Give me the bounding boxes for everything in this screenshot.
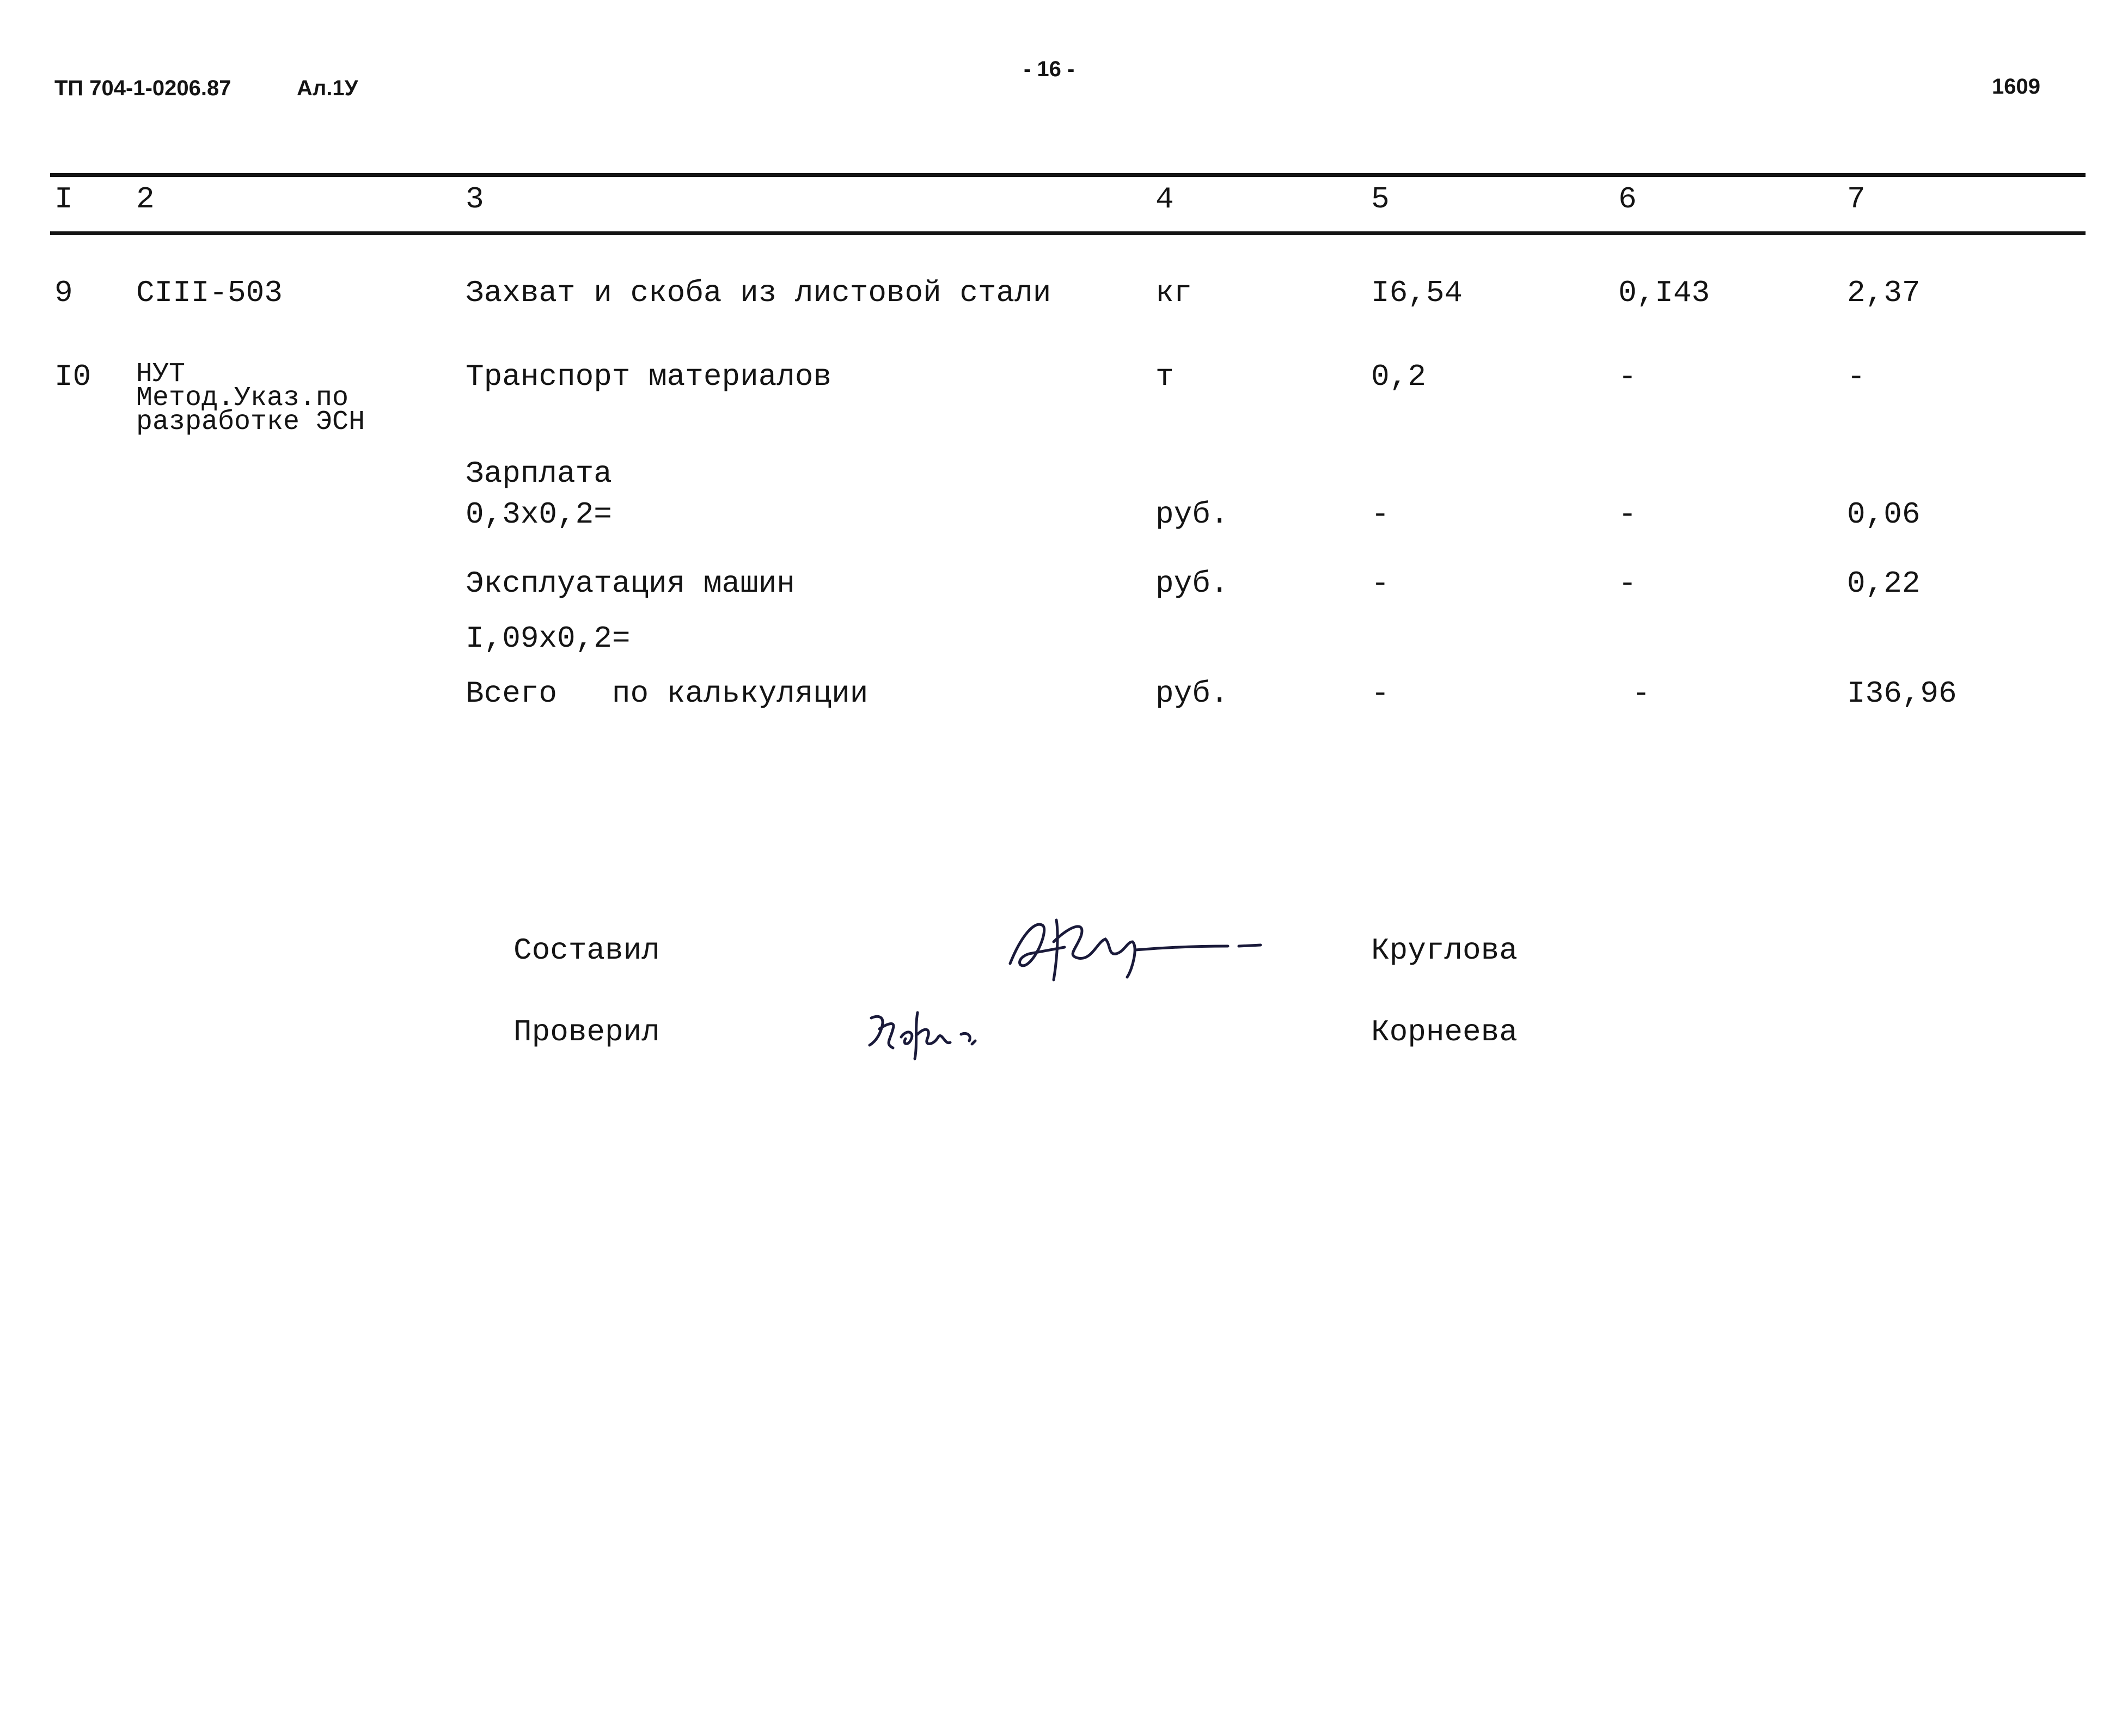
handwritten-signature-checker <box>863 996 1005 1072</box>
row-name: Всего по калькуляции <box>466 676 869 711</box>
row-name-line: Зарплата <box>466 456 612 491</box>
row-code-line: Метод.Указ.по <box>136 383 349 414</box>
row-unit: кг <box>1155 275 1193 310</box>
row-unit: руб. <box>1155 676 1229 711</box>
table-top-rule <box>50 173 2086 177</box>
compiled-by-name: Круглова <box>1371 933 1518 968</box>
row-col6: - <box>1618 359 1637 394</box>
row-number: 9 <box>54 275 73 310</box>
column-header-5: 5 <box>1371 182 1390 217</box>
column-header-2: 2 <box>136 182 155 217</box>
sheet-number: 1609 <box>1992 75 2040 99</box>
doc-code: ТП 704-1-0206.87 <box>54 76 231 100</box>
row-unit: руб. <box>1155 497 1229 532</box>
row-number: I0 <box>54 359 91 394</box>
row-code: СIII-503 <box>136 275 283 310</box>
page-number: - 16 - <box>1024 57 1075 81</box>
row-col5: - <box>1371 676 1390 711</box>
row-col7: I36,96 <box>1847 676 1957 711</box>
row-code-line: НУТ <box>136 359 186 390</box>
handwritten-signature-compiler <box>1005 904 1288 991</box>
row-col7: 0,22 <box>1847 566 1921 601</box>
row-name-line: I,09х0,2= <box>466 621 631 656</box>
column-header-3: 3 <box>466 182 484 217</box>
row-name-line: 0,3х0,2= <box>466 497 612 532</box>
row-col6: 0,I43 <box>1618 275 1710 310</box>
row-col5: - <box>1371 566 1390 601</box>
row-unit: т <box>1155 359 1174 394</box>
checked-by-name: Корнеева <box>1371 1015 1518 1050</box>
row-col6: - <box>1632 676 1650 711</box>
row-col7: 2,37 <box>1847 275 1921 310</box>
column-header-1: I <box>54 182 73 217</box>
row-col7: 0,06 <box>1847 497 1921 532</box>
row-unit: руб. <box>1155 566 1229 601</box>
row-col5: I6,54 <box>1371 275 1463 310</box>
column-header-4: 4 <box>1155 182 1174 217</box>
row-col5: 0,2 <box>1371 359 1426 394</box>
row-col6: - <box>1618 497 1637 532</box>
row-col5: - <box>1371 497 1390 532</box>
row-code-line: разработке ЭСН <box>136 407 365 438</box>
row-name-line: Эксплуатация машин <box>466 566 795 601</box>
row-name: Транспорт материалов <box>466 359 832 394</box>
row-col6: - <box>1618 566 1637 601</box>
column-header-7: 7 <box>1847 182 1866 217</box>
table-header-rule <box>50 231 2086 235</box>
column-header-6: 6 <box>1618 182 1637 217</box>
checked-by-label: Проверил <box>513 1015 660 1050</box>
row-col7: - <box>1847 359 1866 394</box>
album-label: Ал.1У <box>297 76 358 100</box>
row-name: Захват и скоба из листовой стали <box>466 275 1051 310</box>
compiled-by-label: Составил <box>513 933 660 968</box>
